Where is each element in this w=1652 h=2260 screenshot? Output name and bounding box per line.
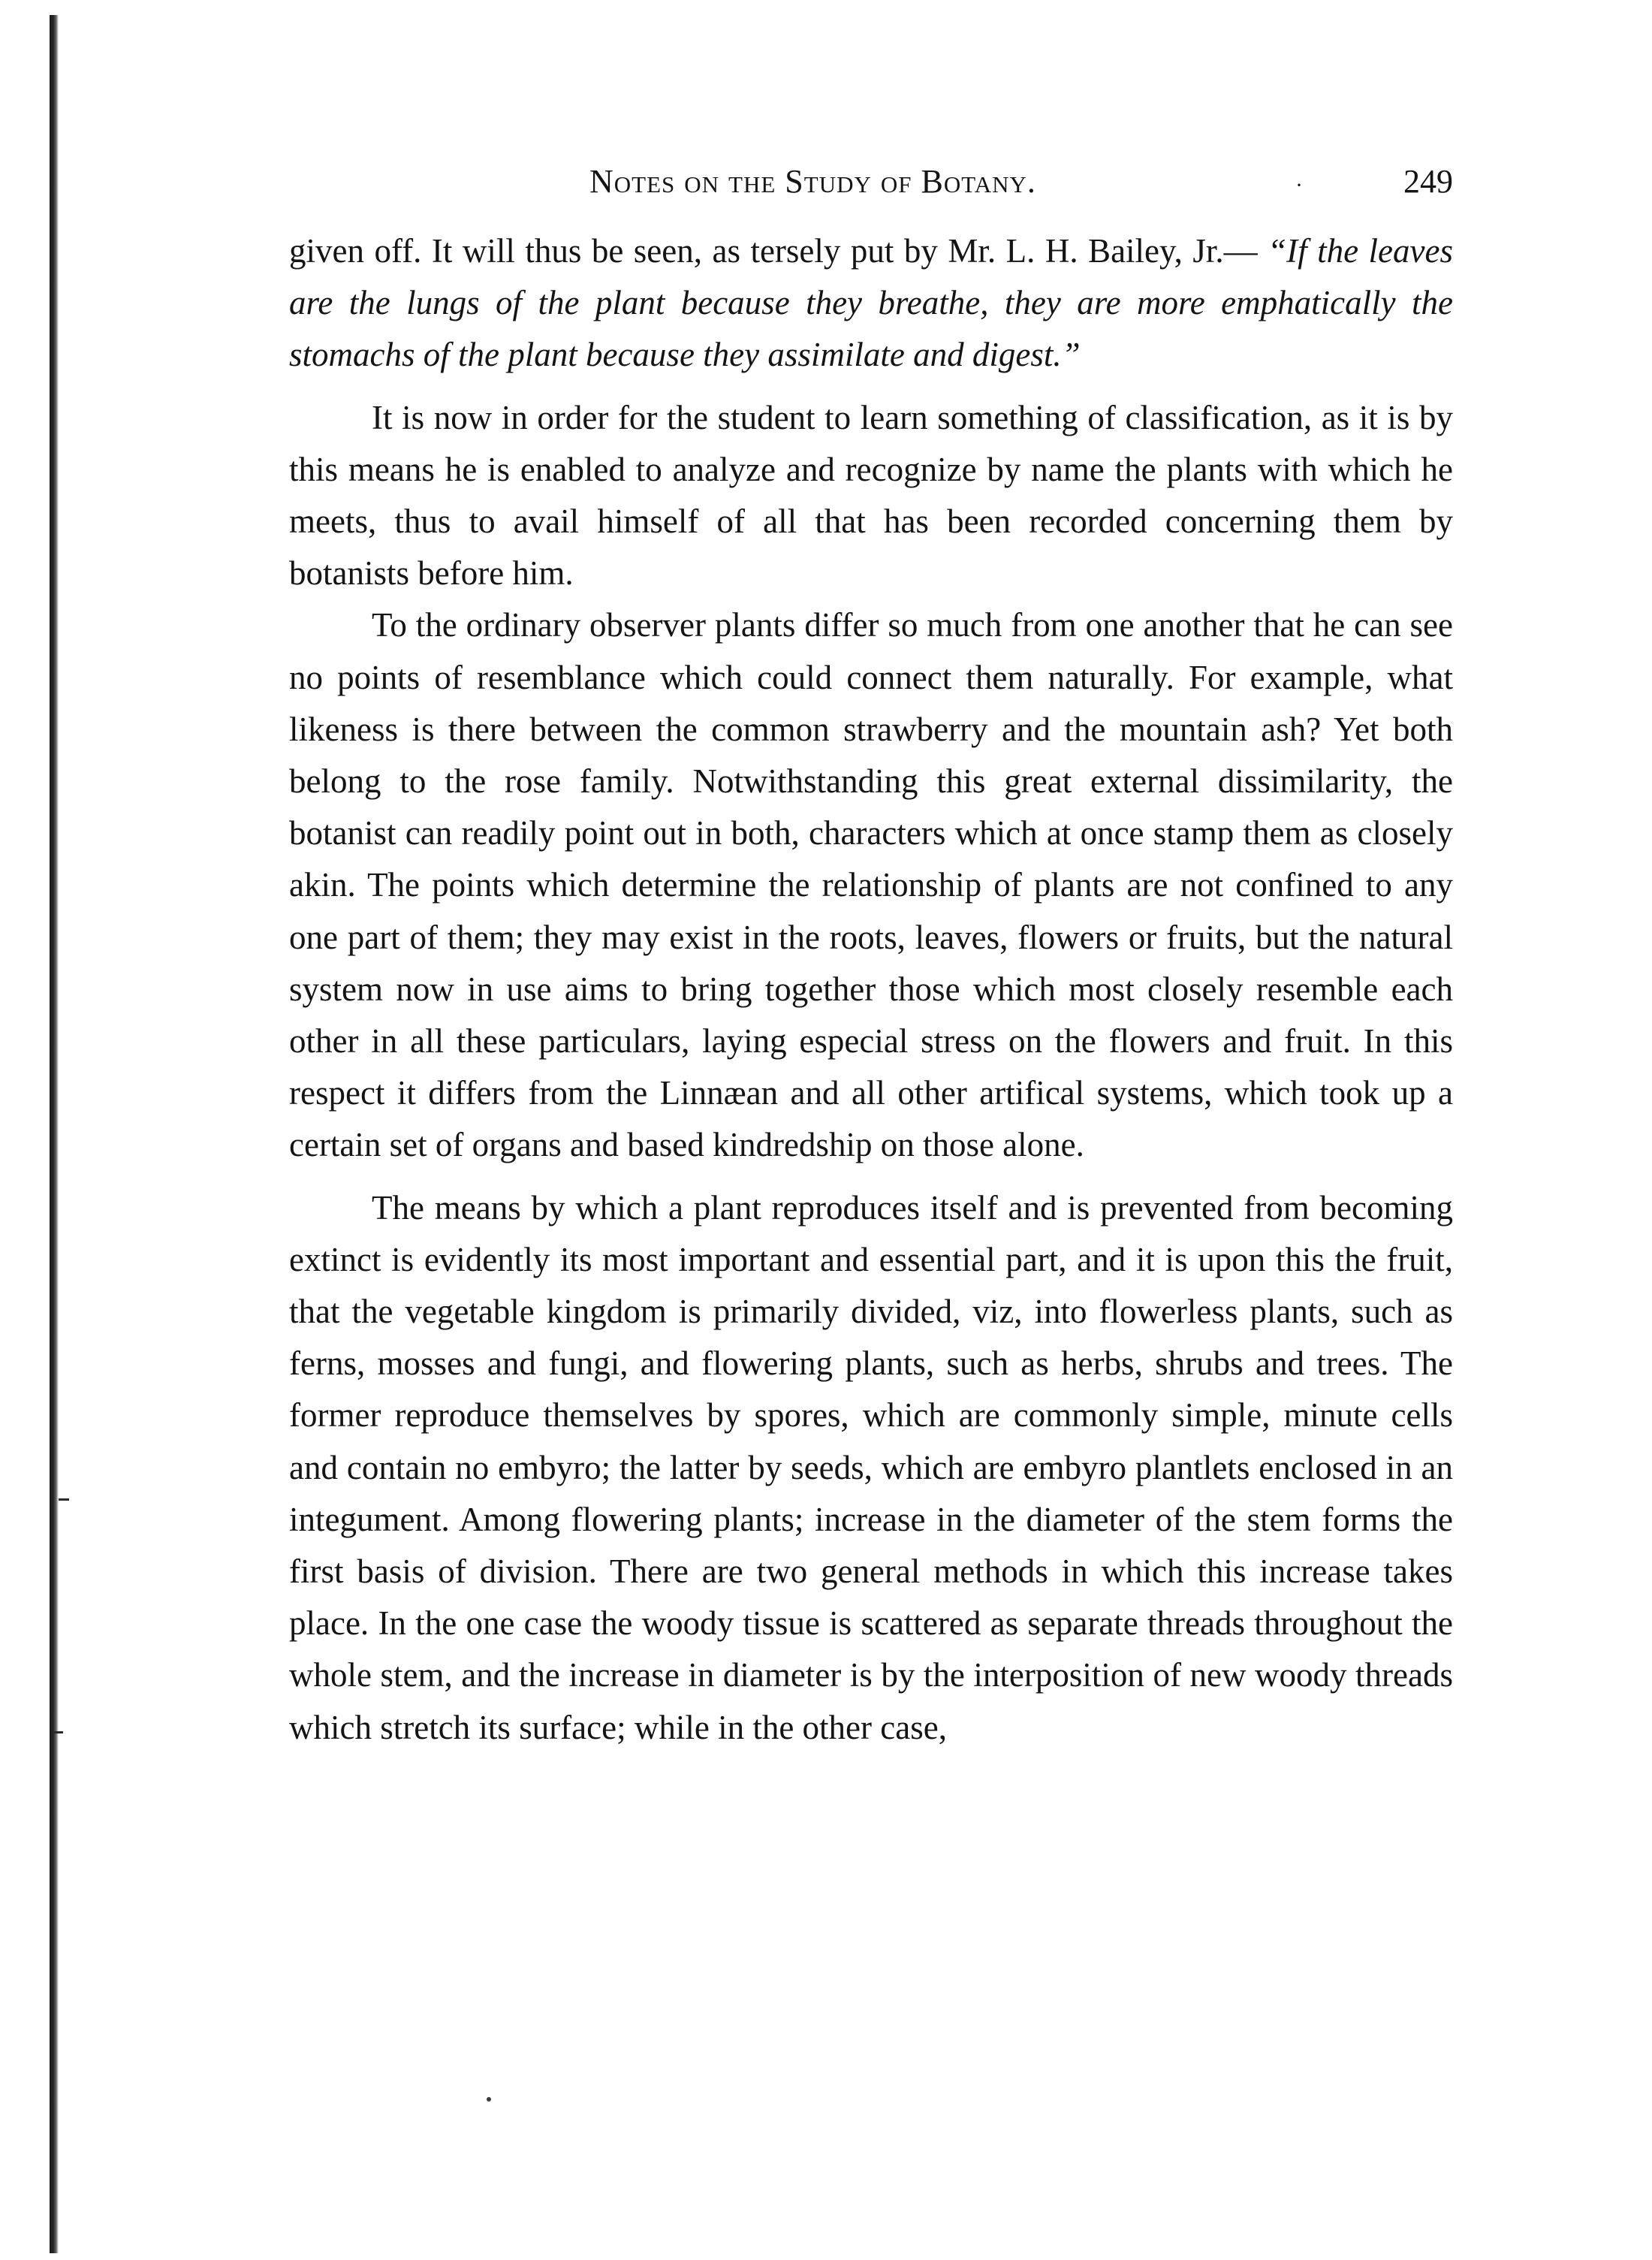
paragraph-1-lead: given off. It will thus be seen, as tersely put by Mr. L. H. Bailey, Jr.— (289, 232, 1268, 270)
running-title: Notes on the Study of Botany. (589, 163, 1036, 200)
body-text (289, 225, 1453, 1754)
header-dot: · (1295, 173, 1303, 198)
binding-mark (59, 1498, 69, 1501)
bailey-quote: “If the leaves are the lungs of the plant because they breathe, they are more emphatically the stomachs of the plant because they assimilate and digest.” (289, 232, 1453, 374)
paragraph-3: To the ordinary observer plants differ so much from one another that he can see no points of resemblance which could connect them naturally. For example, what likeness is there between the common strawberry and the mountain ash? Yet both belong to the rose family. Notwithstanding this great external dissimilarity, the botanist can readily point out in both, characters which at once stamp them as closely akin. The points which determine the relationship of plants are not confined to any one part of them; they may exist in the roots, leaves, flowers or fruits, but the natural system now in use aims to bring together those which most closely resemble each other in all these particulars, laying especial stress on the flowers and fruit. In this respect it differs from the Linnæan and all other artifical systems, which took up a certain set of organs and based kindredship on those alone. (289, 606, 1453, 1164)
paragraph-1 (289, 225, 1453, 382)
page-binding-edge (50, 15, 59, 2253)
page-number: 249 (1403, 163, 1453, 200)
stray-ink-dot (487, 2097, 491, 2102)
binding-mark (54, 1731, 63, 1733)
page-header (289, 158, 1453, 206)
paragraph-2: It is now in order for the student to learn something of classification, as it is by this means he is enabled to analyze and recognize by name the plants with which he meets, thus to avail himself of all that has been recorded concerning them by botanists before him. (289, 398, 1453, 593)
paragraph-4: The means by which a plant reproduces itself and is prevented from becoming extinct is evidently its most important and essential part, and it is upon this the fruit, that the vegetable kingdom is primarily divided, viz, into flowerless plants, such as ferns, mosses and fungi, and flowering plants, such as herbs, shrubs and trees. The former reproduce themselves by spores, which are commonly simple, minute cells and contain no embyro; the latter by seeds, which are embyro plantlets enclosed in an integument. Among flowering plants; increase in the diameter of the stem forms the first basis of division. There are two general methods in which this increase takes place. In the one case the woody tissue is scattered as separate threads throughout the whole stem, and the increase in diameter is by the interposition of new woody threads which stretch its surface; while in the other case, (289, 1188, 1453, 1746)
